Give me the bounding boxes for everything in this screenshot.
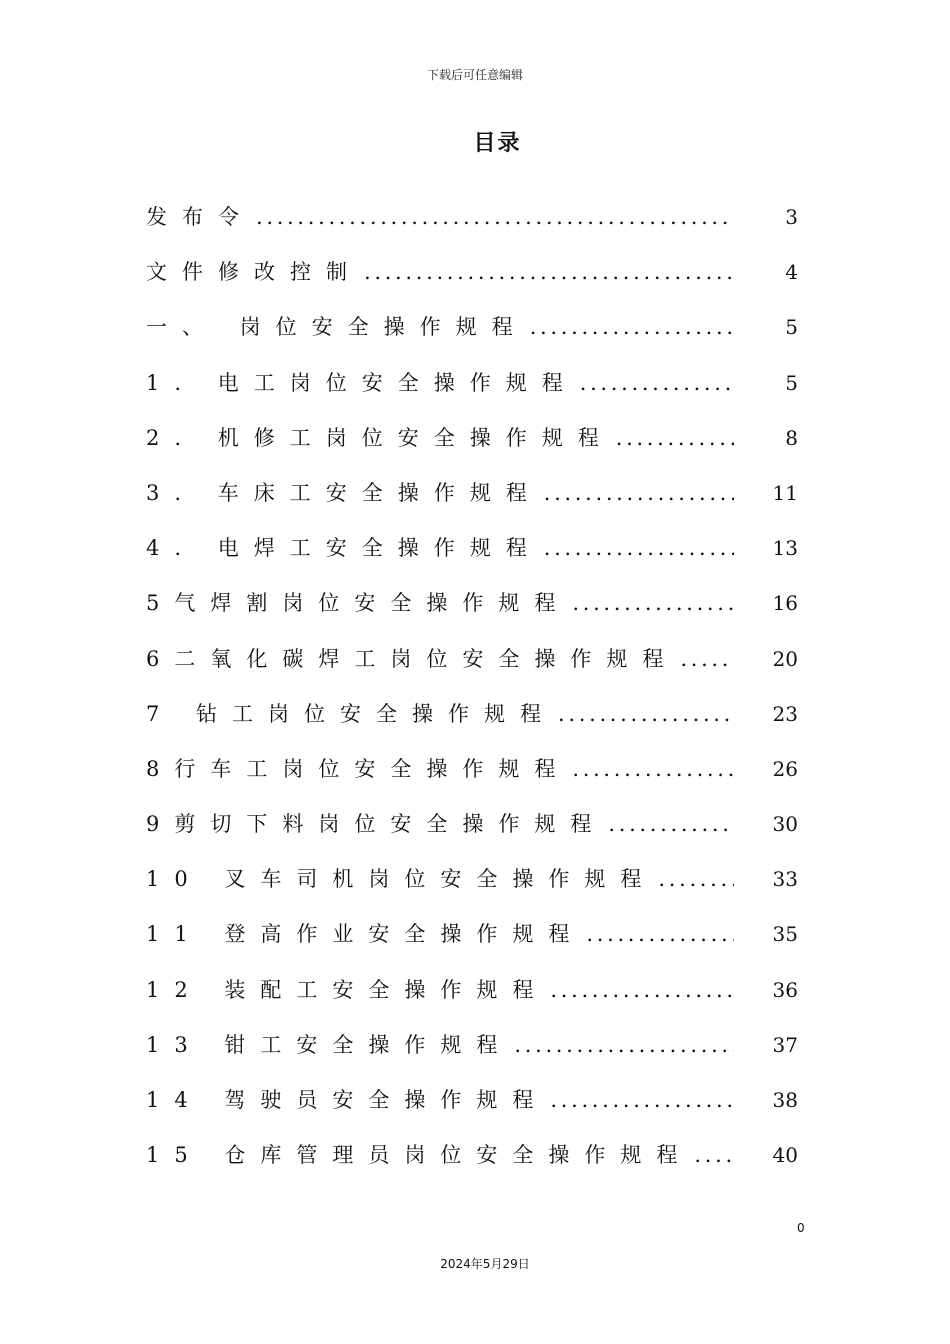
toc-leader-dots [694,1133,734,1177]
toc-entry-label: 14 驾驶员安全操作规程 [146,1088,549,1112]
toc-entry-label: 6二氧化碳焊工岗位安全操作规程 [146,646,679,671]
toc-entry-label: 10 叉车司机岗位安全操作规程 [146,867,657,892]
toc-entry-label: 8行车工岗位安全操作规程 [146,756,571,781]
toc-entry-page: 40 [772,1143,798,1168]
toc-leader-dots [530,305,734,349]
toc-leader-dots [364,250,734,294]
toc-entry[interactable] [146,250,798,305]
toc-leader-dots [658,857,734,901]
toc-leader-dots [572,747,734,791]
toc-leader-dots [580,361,734,405]
toc-leader-dots [616,416,734,460]
toc-entry-page: 3 [785,205,798,229]
toc-entry-page: 37 [772,1032,798,1057]
toc-leader-dots [680,637,734,681]
toc-entry[interactable] [146,802,798,857]
toc-entry-page: 36 [772,977,798,1002]
toc-entry-page: 26 [772,756,798,781]
toc-entry[interactable] [146,471,798,526]
toc-entry-page: 5 [785,370,798,395]
toc-entry[interactable] [146,581,798,636]
toc-entry-page: 33 [772,867,798,892]
toc-entry-page: 16 [772,591,798,616]
footer-date: 2024年5月29日 [440,1257,530,1271]
toc-entry-page: 35 [772,922,798,947]
toc-entry[interactable] [146,747,798,802]
toc-entry-page: 38 [772,1088,798,1112]
toc-leader-dots [572,581,734,625]
toc-entry-label: 3. 车床工安全操作规程 [146,480,542,505]
toc-entry-label: 文件修改控制 [146,260,362,285]
toc-entry-page: 30 [772,812,798,837]
toc-entry-label: 一、 岗位安全操作规程 [146,315,528,340]
header-note: 下载后可任意编辑 [426,68,523,82]
toc-entry-page: 11 [772,480,798,505]
toc-entry[interactable] [146,1078,798,1133]
toc-entry[interactable] [146,361,798,416]
toc-entry-page: 20 [772,646,798,671]
page-number: 0 [797,1221,805,1235]
toc-entry[interactable] [146,692,798,747]
table-of-contents [146,195,798,1188]
toc-entry-label: 发布令 [146,205,254,229]
toc-entry[interactable] [146,526,798,581]
toc-entry-label: 2. 机修工岗位安全操作规程 [146,425,614,450]
toc-entry[interactable] [146,1023,798,1078]
toc-entry[interactable] [146,857,798,912]
toc-entry-page: 8 [785,425,798,450]
toc-entry-label: 13 钳工安全操作规程 [146,1032,513,1057]
toc-entry-page: 23 [772,701,798,726]
toc-entry[interactable] [146,968,798,1023]
toc-entry[interactable] [146,1133,798,1188]
toc-leader-dots [550,1078,734,1122]
toc-entry-page: 13 [772,536,798,561]
toc-entry-label: 11 登高作业安全操作规程 [146,922,585,947]
toc-leader-dots [558,692,734,736]
toc-leader-dots [544,471,734,515]
toc-entry-label: 4. 电焊工安全操作规程 [146,536,542,561]
toc-leader-dots [544,526,734,570]
toc-entry-label: 9剪切下料岗位安全操作规程 [146,812,607,837]
toc-entry-label: 12 装配工安全操作规程 [146,977,549,1002]
toc-leader-dots [550,968,734,1012]
toc-leader-dots [586,912,734,956]
toc-entry[interactable] [146,416,798,471]
toc-entry-label: 5气焊割岗位安全操作规程 [146,591,571,616]
toc-entry-page: 5 [785,315,798,340]
toc-entry[interactable] [146,912,798,967]
toc-entry[interactable] [146,305,798,360]
toc-entry[interactable] [146,637,798,692]
toc-leader-dots [256,195,734,239]
toc-leader-dots [514,1023,734,1067]
toc-entry[interactable] [146,195,798,250]
toc-entry-label: 15 仓库管理员岗位安全操作规程 [146,1143,693,1168]
toc-entry-label: 7 钻工岗位安全操作规程 [146,701,557,726]
toc-entry-label: 1. 电工岗位安全操作规程 [146,370,578,395]
toc-leader-dots [608,802,734,846]
page-title: 目录 [473,131,522,156]
toc-entry-page: 4 [785,260,798,285]
